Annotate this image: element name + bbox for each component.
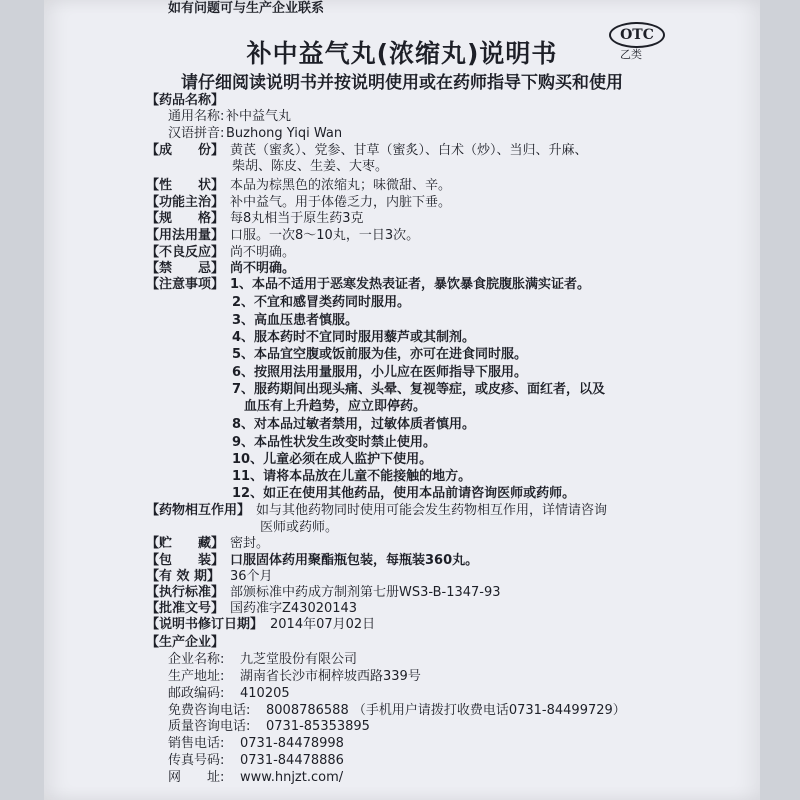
line-label: 【说明书修订日期】 [146,617,264,632]
line-label: 【性 状】 [146,178,225,193]
leaflet-line [146,276,590,293]
leaflet-line [168,735,344,752]
line-label: 【不良反应】 [146,245,225,260]
leaflet-line [232,416,475,433]
line-value: 7、服药期间出现头痛、头晕、复视等症，或皮疹、面红者，以及 [232,382,606,397]
line-value: 湖南省长沙市桐梓坡西路339号 [240,669,421,684]
line-label: 【生产企业】 [146,635,225,650]
leaflet-line [232,312,358,329]
line-value: 柴胡、陈皮、生姜、大枣。 [232,159,389,174]
document-title: 补中益气丸(浓缩丸)说明书 [246,39,558,68]
line-value: www.hnjzt.com/ [240,770,344,785]
leaflet-line [146,535,269,552]
line-value: 3、高血压患者慎服。 [232,313,359,328]
line-label: 【药物相互作用】 [146,503,251,518]
leaflet-line [232,329,475,346]
leaflet-line [168,651,357,668]
line-label: 【禁 忌】 [146,261,225,276]
leaflet-line [232,434,436,451]
line-value: 如与其他药物同时使用可能会发生药物相互作用，详情请咨询 [256,503,608,518]
background-right [760,0,800,800]
line-value: 8、对本品过敏者禁用，过敏体质者慎用。 [232,417,476,432]
line-value: 密封。 [230,536,270,551]
line-value: 4、服本药时不宜同时服用藜芦或其制剂。 [232,330,476,345]
leaflet-line [146,568,273,585]
line-value: 0731-85353895 [266,719,370,734]
line-value: 2、不宜和感冒类药同时服用。 [232,295,411,310]
line-value: 尚不明确。 [230,261,296,276]
line-value: 1、本品不适用于恶寒发热表证者，暴饮暴食脘腹胀满实证者。 [230,277,591,292]
leaflet-line [146,552,478,569]
line-label: 传真号码: [168,753,225,768]
line-label: 销售电话: [168,736,225,751]
leaflet-paper [44,0,760,800]
line-label: 【成 份】 [146,143,225,158]
line-value: 黄芪（蜜炙）、党参、甘草（蜜炙）、白术（炒）、当归、升麻、 [230,143,588,158]
line-label: 【有 效 期】 [146,569,221,584]
line-label: 通用名称: [168,109,225,124]
line-label: 汉语拼音: [168,126,225,141]
line-value: 6、按照用法用量服用，小儿应在医师指导下服用。 [232,365,528,380]
line-value: Buzhong Yiqi Wan [226,126,343,141]
line-value: 尚不明确。 [230,245,296,260]
leaflet-line [146,92,224,109]
leaflet-line [168,718,370,735]
line-label: 【注意事项】 [146,277,225,292]
leaflet-line [146,194,451,211]
line-label: 免费咨询电话: [168,703,251,718]
line-label: 企业名称: [168,652,225,667]
line-value: 每8丸相当于原生药3克 [230,211,364,226]
leaflet-line [232,451,432,468]
line-label: 【规 格】 [146,211,225,226]
line-value: 11、请将本品放在儿童不能接触的地方。 [232,469,472,484]
leaflet-line [168,685,290,702]
line-value: 国药准字Z43020143 [230,601,358,616]
line-value: 0731-84478998 [240,736,344,751]
leaflet-line [232,364,527,381]
line-value: 410205 [240,686,290,701]
line-value: 医师或药师。 [260,520,339,535]
line-label: 【批准文号】 [146,601,225,616]
line-label: 网 址: [168,770,225,785]
leaflet-line [260,519,338,536]
leaflet-line [232,346,527,363]
line-label: 【药品名称】 [146,93,225,108]
line-value: 口服固体药用聚酯瓶包装，每瓶装360丸。 [230,553,479,568]
leaflet-line [146,210,364,227]
leaflet-line [146,502,607,519]
line-value: 补中益气。用于体倦乏力，内脏下垂。 [230,195,452,210]
leaflet-line [146,177,451,194]
line-value: 2014年07月02日 [270,617,376,632]
line-value: 口服。一次8～10丸，一日3次。 [230,228,420,243]
leaflet-line [168,125,342,142]
leaflet-line [146,260,295,277]
line-value: 36个月 [230,569,273,584]
document-subtitle: 请仔细阅读说明书并按说明使用或在药师指导下购买和使用 [181,73,623,93]
leaflet-line [168,0,324,17]
line-label: 【功能主治】 [146,195,225,210]
line-value: 部颁标准中药成方制剂第七册WS3-B-1347-93 [230,585,501,600]
line-value: 9、本品性状发生改变时禁止使用。 [232,435,437,450]
line-value: 补中益气丸 [226,109,292,124]
leaflet-line [146,584,501,601]
line-value: 如有问题可与生产企业联系 [168,1,325,16]
line-label: 【贮 藏】 [146,536,225,551]
line-label: 生产地址: [168,669,225,684]
leaflet-line [244,398,426,415]
line-value: 0731-84478886 [240,753,344,768]
leaflet-line [168,108,291,125]
line-value: 本品为棕黑色的浓缩丸；味微甜、辛。 [230,178,452,193]
line-value: 九芝堂股份有限公司 [240,652,358,667]
line-value: 12、如正在使用其他药品，使用本品前请咨询医师或药师。 [232,486,576,501]
line-value: 10、儿童必须在成人监护下使用。 [232,452,433,467]
leaflet-line [146,227,419,244]
line-label: 【用法用量】 [146,228,225,243]
leaflet-line [146,600,357,617]
otc-class-label: 乙类 [620,48,642,61]
line-label: 质量咨询电话: [168,719,251,734]
leaflet-line [232,468,471,485]
otc-badge: OTC [609,22,665,48]
background-left [0,0,44,800]
line-value: 8008786588 （手机用户请拨打收费电话0731-84499729） [266,703,626,718]
line-value: 血压有上升趋势，应立即停药。 [244,399,427,414]
leaflet-line [232,485,575,502]
line-label: 【包 装】 [146,553,225,568]
leaflet-line [168,769,343,786]
line-label: 【执行标准】 [146,585,225,600]
leaflet-line [232,158,388,175]
line-label: 邮政编码: [168,686,225,701]
leaflet-line [146,142,588,159]
leaflet-line [146,616,375,633]
line-value: 5、本品宜空腹或饭前服为佳，亦可在进食同时服。 [232,347,528,362]
leaflet-line [168,702,626,719]
leaflet-line [232,294,410,311]
leaflet-line [232,381,605,398]
leaflet-line [146,634,224,651]
leaflet-line [146,244,295,261]
leaflet-line [168,752,344,769]
leaflet-line [168,668,421,685]
